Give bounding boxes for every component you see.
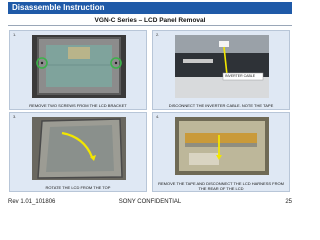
step-2-caption: DISCONNECT THE INVERTER CABLE. NOTE THE TAPE (168, 103, 274, 108)
step-2-photo (175, 35, 269, 98)
step-1-caption: REMOVE TWO SCREWS FROM THE LCD BRACKET (29, 103, 127, 108)
step-2-panel (152, 30, 290, 110)
section-subtitle: VGN-C Series – LCD Panel Removal (8, 15, 292, 26)
header-title: Disassemble Instruction (12, 3, 105, 12)
step-4-photo (175, 117, 269, 175)
revision-label: Rev 1.01_101806 (8, 199, 56, 205)
step-1-panel (9, 30, 147, 110)
step-4-number: 4. (156, 114, 160, 119)
step-4-panel (152, 112, 290, 192)
page-number: 25 (285, 199, 292, 205)
step-3-caption: ROTATE THE LCD FROM THE TOP (45, 185, 111, 190)
step-4-caption: REMOVE THE TAPE AND DISCONNECT THE LCD HARNESS FROM THE REAR OF THE LCD (158, 181, 284, 191)
step-3-photo (32, 117, 126, 180)
inverter-cable-label: INVERTER CABLE (225, 74, 256, 78)
step-3-number: 3. (13, 114, 17, 119)
confidential-label: SONY CONFIDENTIAL (118, 199, 182, 205)
step-1-number: 1. (13, 32, 17, 37)
step-1-photo (32, 35, 126, 98)
step-3-panel (9, 112, 147, 192)
page-footer (8, 199, 292, 209)
page-header (8, 2, 292, 14)
step-2-number: 2. (156, 32, 160, 37)
